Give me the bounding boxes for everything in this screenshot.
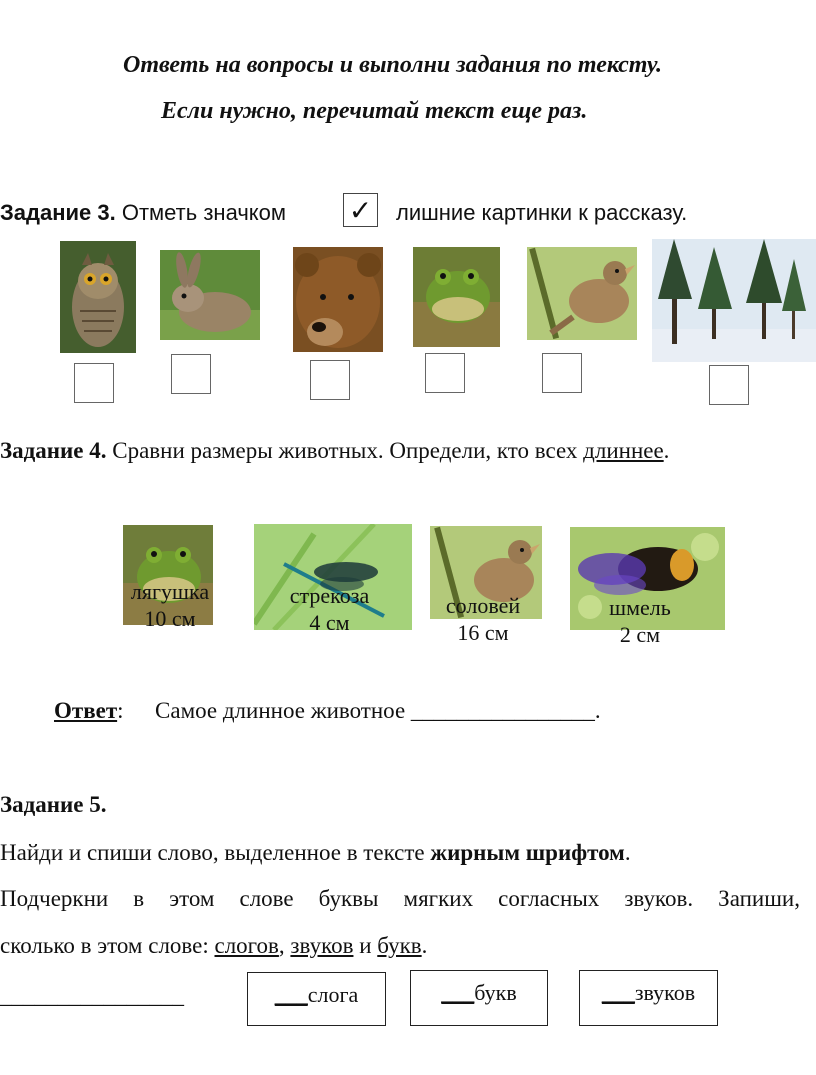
frog-picture — [413, 247, 500, 347]
task4-title-line — [0, 438, 669, 464]
sep-2: и — [353, 933, 378, 958]
header-line-1: Ответь на вопросы и выполни задания по тексту. — [123, 52, 663, 78]
task5-line1-end: . — [624, 840, 631, 865]
check-mark-icon — [343, 193, 378, 227]
syllables-blank[interactable]: ___ — [274, 982, 308, 1007]
letters-blank[interactable]: ___ — [441, 980, 475, 1005]
task5-line1-text: Найди и спиши слово, выделенное в тексте — [0, 840, 431, 865]
frog-size: 10 см — [144, 606, 196, 631]
letters-box[interactable] — [410, 970, 548, 1026]
task5-title: Задание 5. — [0, 792, 107, 817]
answer-colon: : — [117, 698, 124, 723]
bear-picture — [293, 247, 383, 352]
task3-title-line — [0, 200, 286, 226]
task4-text: Сравни размеры животных. Определи, кто всех — [112, 438, 584, 463]
write-word-line[interactable]: ________________ — [0, 983, 184, 1008]
checkbox-bear[interactable] — [310, 360, 350, 400]
dragonfly-name: стрекоза — [289, 583, 370, 608]
nightingale-name: соловей — [445, 593, 521, 618]
task5-line-2: Подчеркни в этом слове буквы мягких согласных звуков. Запиши, — [0, 886, 800, 911]
check-symbol: ✓ — [348, 193, 373, 227]
checkbox-nightingale[interactable] — [542, 353, 582, 393]
word-letters: букв — [377, 933, 422, 958]
owl-picture — [60, 241, 136, 353]
task4-title: Задание 4. — [0, 438, 107, 463]
letters-label: букв — [474, 980, 517, 1005]
answer-text: Самое длинное животное — [155, 698, 406, 723]
task3-text-after: лишние картинки к рассказу. — [396, 200, 688, 225]
sounds-blank[interactable]: ___ — [601, 980, 635, 1005]
task5-line3-end: . — [421, 933, 428, 958]
answer-end: . — [594, 698, 601, 723]
bumblebee-name: шмель — [609, 595, 671, 620]
frog-name: лягушка — [130, 579, 210, 604]
sounds-label: звуков — [634, 980, 696, 1005]
answer-label: Ответ — [54, 698, 118, 723]
task5-line-3 — [0, 933, 427, 959]
answer-line — [54, 698, 601, 724]
nightingale-size: 16 см — [457, 620, 509, 645]
checkbox-winter-forest[interactable] — [709, 365, 749, 405]
answer-blank[interactable]: ________________ — [410, 698, 595, 723]
task4-text-end: . — [663, 438, 670, 463]
task5-line-1 — [0, 840, 631, 866]
winter-forest-picture — [652, 239, 816, 362]
frog-caption — [118, 578, 222, 632]
checkbox-frog[interactable] — [425, 353, 465, 393]
dragonfly-caption — [272, 582, 387, 636]
header-line-2: Если нужно, перечитай текст еще раз. — [161, 98, 588, 124]
hare-picture — [160, 250, 260, 340]
dragonfly-size: 4 см — [309, 610, 350, 635]
word-syllables: слогов — [214, 933, 279, 958]
task5-line1-bold: жирным шрифтом — [430, 840, 625, 865]
word-sounds: звуков — [290, 933, 354, 958]
bumblebee-caption — [590, 594, 690, 648]
task4-underlined-word: длиннее — [583, 438, 664, 463]
nightingale-picture — [527, 247, 637, 340]
checkbox-owl[interactable] — [74, 363, 114, 403]
checkbox-hare[interactable] — [171, 354, 211, 394]
task5-line3-text: сколько в этом слове: — [0, 933, 215, 958]
task3-title: Задание 3. — [0, 200, 116, 225]
syllables-label: слога — [307, 982, 359, 1007]
syllables-box[interactable] — [247, 972, 386, 1026]
bumblebee-size: 2 см — [619, 622, 661, 647]
nightingale-caption — [428, 592, 538, 646]
task3-text-before: Отметь значком — [121, 200, 287, 225]
sep-1: , — [278, 933, 291, 958]
sounds-box[interactable] — [579, 970, 718, 1026]
